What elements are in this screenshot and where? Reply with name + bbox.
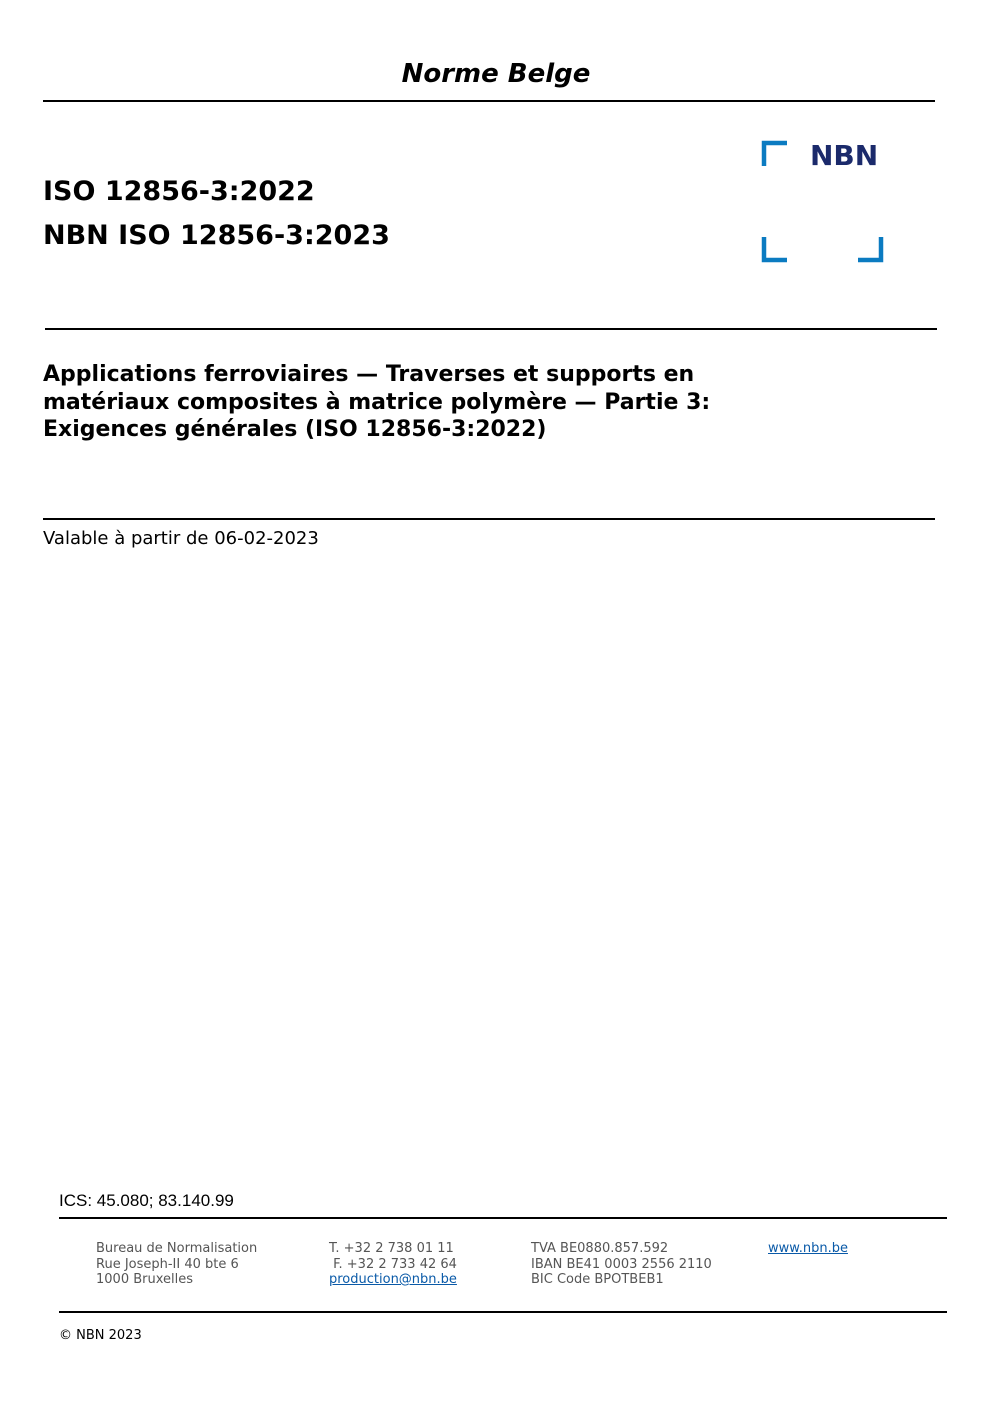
document-title-line-3: Exigences générales (ISO 12856-3:2022) <box>43 417 547 442</box>
email-link[interactable]: production@nbn.be <box>329 1272 457 1287</box>
footer-divider-top <box>59 1217 947 1219</box>
title-divider-top <box>45 328 937 330</box>
footer-divider-bottom <box>59 1311 947 1313</box>
nbn-logo-graphic <box>760 138 888 266</box>
title-divider-bottom <box>43 518 935 520</box>
footer-bank-details <box>531 1241 712 1288</box>
footer-address <box>96 1241 257 1288</box>
document-title <box>43 361 803 444</box>
logo-bracket-bottom-right <box>858 237 881 260</box>
fax-number: F. +32 2 733 42 64 <box>329 1256 457 1272</box>
page-header-title: Norme Belge <box>401 59 591 89</box>
address-line-3: 1000 Bruxelles <box>96 1272 194 1287</box>
document-title-line-1: Applications ferroviaires — Traverses et supports en <box>43 362 695 387</box>
phone-number: T. +32 2 738 01 11 <box>329 1241 454 1256</box>
footer-website <box>768 1241 848 1257</box>
nbn-standard-code: NBN ISO 12856-3:2023 <box>43 220 390 251</box>
footer-contact <box>329 1241 457 1288</box>
nbn-logo <box>760 138 888 266</box>
vat-number: TVA BE0880.857.592 <box>531 1241 669 1256</box>
logo-bracket-top-left <box>764 143 787 166</box>
logo-bracket-bottom-left <box>764 237 787 260</box>
iban-number: IBAN BE41 0003 2556 2110 <box>531 1256 712 1272</box>
validity-date: Valable à partir de 06-02-2023 <box>43 528 319 549</box>
iso-standard-code: ISO 12856-3:2022 <box>43 176 315 207</box>
header-divider <box>43 100 935 102</box>
bic-code: BIC Code BPOTBEB1 <box>531 1272 664 1287</box>
ics-codes: ICS: 45.080; 83.140.99 <box>59 1191 234 1210</box>
copyright-notice: © NBN 2023 <box>59 1328 142 1343</box>
address-line-2: Rue Joseph-II 40 bte 6 <box>96 1256 239 1272</box>
address-line-1: Bureau de Normalisation <box>96 1241 258 1256</box>
website-link[interactable]: www.nbn.be <box>768 1241 848 1256</box>
logo-text: NBN <box>810 139 879 172</box>
document-title-line-2: matériaux composites à matrice polymère — Partie 3: <box>43 389 711 415</box>
